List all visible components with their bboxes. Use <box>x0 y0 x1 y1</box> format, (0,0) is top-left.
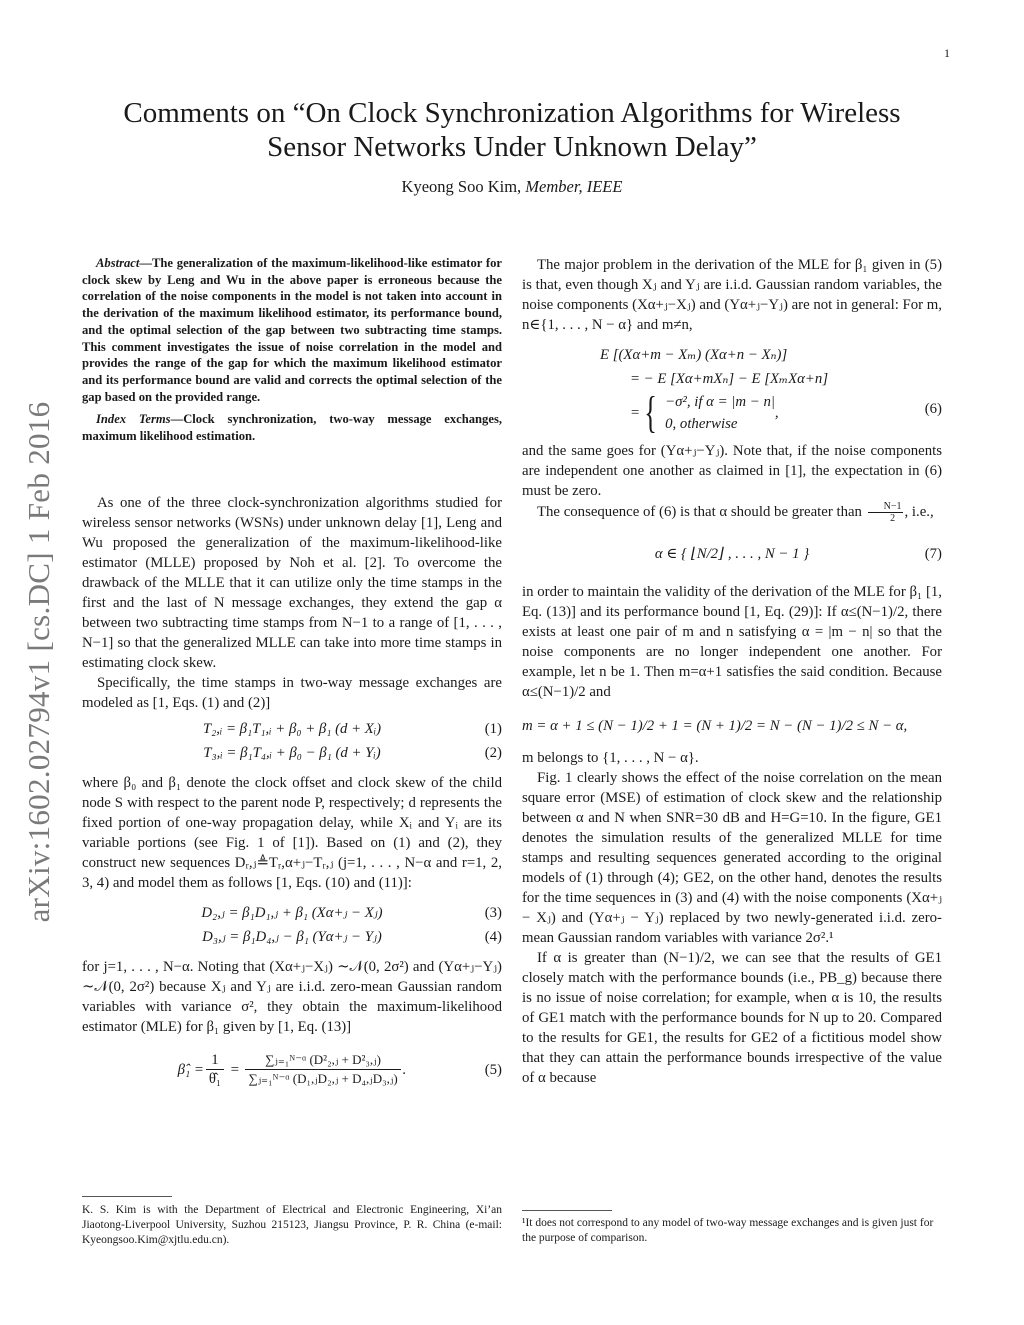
page-number: 1 <box>944 46 950 60</box>
mle-paragraph: for j=1, . . . , N−α. Noting that (Xα+ⱼ−Xⱼ) ∼𝒩(0, 2σ²) and (Yα+ⱼ−Yⱼ) ∼𝒩(0, 2σ²) because Xⱼ and Yⱼ are i.i.d. zero-mean Gaussian random variables with variance σ², they obtain the maximum-likelihood estimator (MLE) for β₁ given by [1, Eq. (13)] <box>82 958 502 1035</box>
paper-title <box>100 96 924 164</box>
equation-5-fraction-1 <box>206 1051 224 1088</box>
consequence-text: The consequence of (6) is that α should be greater than <box>537 503 862 520</box>
validity-paragraph: in order to maintain the validity of the derivation of the MLE for β₁ [1, Eq. (13)] and its performance bound [1, Eq. (29)]: If α≤(N−1)/2, there exists at least one pair of m and n satisfying α = |m − n| so that the noise components are no longer independent one another. For example, let n be 1. Then m=α+1 satisfies the said condition. Because α≤(N−1)/2 and <box>522 584 942 700</box>
equation-3 <box>82 903 502 923</box>
equation-2 <box>82 743 502 763</box>
equation-8 <box>522 710 942 742</box>
definitions-paragraph: where β₀ and β₁ denote the clock offset and clock skew of the child node S with respect to the parent node P, respectively; d represents the fixed portion of one-way propagation delay, while Xᵢ and Yᵢ are its variable portions (see Fig. 1 of [1]). Based on (1) and (2), they construct new sequences Dᵣ,ⱼ≜Tᵣ,α+ⱼ−Tᵣ,ⱼ (j=1, . . . , N−α and r=1, 2, 3, 4) and model them as follows [1, Eqs. (10) and (11)]: <box>82 774 502 891</box>
equation-6-brace: { <box>644 388 657 437</box>
equation-4-body: D₃,ⱼ = β₁D₄,ⱼ − β₁ (Yα+ⱼ − Yⱼ) <box>202 928 382 945</box>
abstract-label: Abstract <box>96 256 140 270</box>
equation-6-number: (6) <box>924 401 942 418</box>
intro-paragraph: As one of the three clock-synchronization algorithms studied for wireless sensor networks (WSNs) under unknown delay [1], Leng and Wu proposed the generalization of the maximum-likelihood-like estimator (MLLE) proposed by Noh et al. [2]. To overcome the drawback of the MLLE that it can utilize only the time stamps in the first and the last of N message exchanges, they extend the gap α between two subtracting time stamps from N−1 to a range of [1, . . . , N−1] so that the generalized MLLE can take into more time stamps in estimating clock skew. <box>82 494 502 671</box>
equation-6-case-2: 0, otherwise <box>665 416 738 432</box>
index-terms <box>82 411 502 444</box>
index-terms-text: —Clock synchronization, two-way message exchanges, maximum likelihood estimation. <box>82 412 502 444</box>
equation-5-f2-numerator: ∑ⱼ₌₁ᴺ⁻ᵅ (D²₂,ⱼ + D²₃,ⱼ) <box>245 1051 400 1070</box>
consequence-fraction-denominator: 2 <box>890 513 896 524</box>
equation-5-lhs: β̂₁ = <box>177 1061 204 1078</box>
equation-7 <box>522 534 942 574</box>
abstract-text: —The generalization of the maximum-likelihood-like estimator for clock skew by Leng and Wu in the above paper is erroneous because the correlation of the noise components in the model is not taken into account in the derivation of the maximum likelihood estimator, its performance bound, and the optimal selection of the gap between two subtracting time stamps. This comment investigates the issue of noise correlation in the model and provides the range of the gap for which the maximum likelihood estimator and its performance bound are valid and corrects the optimal selection of the gap based on the provided range. <box>82 256 502 404</box>
equation-1-body: T₂,ᵢ = β₁T₁,ᵢ + β₀ + β₁ (d + Xᵢ) <box>202 720 382 737</box>
equation-3-body: D₂,ⱼ = β₁D₁,ⱼ + β₁ (Xα+ⱼ − Xⱼ) <box>201 904 383 921</box>
equation-7-lhs: α ∈ { <box>654 546 687 562</box>
equation-5-number: (5) <box>484 1061 502 1078</box>
equation-6-comma: , <box>774 405 779 421</box>
equation-6-case-1: −σ², if α = |m − n| <box>665 394 775 410</box>
equation-6-array <box>600 343 828 435</box>
equation-3-number: (3) <box>484 904 502 921</box>
equation-7-floor: ⌊N/2⌋ <box>690 546 724 562</box>
equation-6-line-1: E [(Xα+m − Xₘ) (Xα+n − Xₙ)] <box>600 347 788 363</box>
left-column <box>82 255 502 1095</box>
equation-4-number: (4) <box>484 928 502 945</box>
equation-5-f1-numerator: 1 <box>206 1051 224 1070</box>
equation-2-number: (2) <box>484 744 502 761</box>
equation-5 <box>82 1045 502 1095</box>
arxiv-identifier-stamp[interactable] <box>4 362 74 962</box>
author-line <box>100 177 924 197</box>
left-footnote-rule <box>82 1196 172 1197</box>
author-role: Member, IEEE <box>525 177 623 196</box>
equation-5-period: . <box>402 1061 407 1078</box>
index-terms-label: Index Terms <box>96 412 171 427</box>
affiliation-footnote: K. S. Kim is with the Department of Electrical and Electronic Engineering, Xi’an Jiaotong-Liverpool University, Suzhou 215123, Jiangsu Province, P. R. China (e-mail: Kyeongsoo.Kim@xjtlu.edu.cn). <box>82 1204 502 1246</box>
arxiv-stamp-text: arXiv:1602.02794v1 [cs.DC] 1 Feb 2016 <box>21 401 56 923</box>
equation-7-number: (7) <box>924 546 942 562</box>
equation-1 <box>82 719 502 739</box>
title-line-1: Comments on “On Clock Synchronization Algorithms for Wireless <box>123 97 901 129</box>
title-line-2: Sensor Networks Under Unknown Delay” <box>267 131 757 163</box>
abstract <box>82 255 502 405</box>
right-footnote-rule <box>522 1210 612 1211</box>
noise-independence-paragraph: and the same goes for (Yα+ⱼ−Yⱼ). Note that, if the noise components are independent one another as claimed in [1], the expectation in (6) must be zero. <box>522 443 942 499</box>
equation-5-fraction-2 <box>245 1051 400 1088</box>
consequence-tail: , i.e., <box>904 503 934 520</box>
figure-discussion-paragraph: Fig. 1 clearly shows the effect of the noise correlation on the mean square error (MSE) of estimation of clock skew and the relationship between α and N when SNR=30 dB and H=G=10. In the figure, GE1 denotes the simulation results of the generalized MLLE for time stamps and resulting sequences generated according to the original models of (1) through (4); GE2, on the other hand, denotes the results for the time sequences in (3) and (4) with the noise components (Xα+ⱼ − Xⱼ) and (Yα+ⱼ − Yⱼ) replaced by two newly-generated i.i.d. zero-mean Gaussian random variables with variance 2σ².¹ <box>522 770 942 946</box>
equation-6-cases <box>630 388 779 437</box>
equation-5-f1-denominator: θ̂₁ <box>208 1071 222 1088</box>
equation-6 <box>522 343 942 435</box>
major-problem-paragraph: The major problem in the derivation of the MLE for β₁ given in (5) is that, even though Xⱼ and Yⱼ are i.i.d. Gaussian random variables, the noise components (Xα+ⱼ−Xⱼ) and (Yα+ⱼ−Yⱼ) are not in general: For m, n∈{1, . . . , N − α} and m≠n, <box>522 257 942 333</box>
equation-6-equals: = <box>630 405 640 421</box>
equation-1-number: (1) <box>484 720 502 737</box>
m-belongs-paragraph: m belongs to {1, . . . , N − α}. <box>522 750 699 766</box>
equation-7-rhs: , . . . , N − 1 } <box>727 546 810 562</box>
right-column <box>522 255 942 1088</box>
consequence-fraction-numerator: N−1 <box>868 501 903 513</box>
comparison-footnote: ¹It does not correspond to any model of two-way message exchanges and is given just for the purpose of comparison. <box>522 1217 934 1244</box>
equation-8-body: m = α + 1 ≤ (N − 1)/2 + 1 = (N + 1)/2 = N − (N − 1)/2 ≤ N − α, <box>522 718 908 734</box>
results-paragraph: If α is greater than (N−1)/2, we can see that the results of GE1 closely match with the performance bounds (i.e., PB_g) because there is no issue of noise correlation; for example, when α is 10, the results of GE1 match with the performance bounds for N up to 20. Compared to the results for GE1, the results for GE2 of a fictitious model show that they can attain the performance bounds irrespective of the value of α because <box>522 950 942 1086</box>
consequence-fraction <box>868 501 903 524</box>
model-paragraph: Specifically, the time stamps in two-way message exchanges are modeled as [1, Eqs. (1) and (2)] <box>82 674 502 711</box>
equation-5-equals: = <box>226 1061 244 1078</box>
equation-2-body: T₃,ᵢ = β₁T₄,ᵢ + β₀ − β₁ (d + Yᵢ) <box>203 744 381 761</box>
equation-4 <box>82 927 502 947</box>
equation-6-line-2: = − E [Xα+mXₙ] − E [XₘXα+n] <box>630 371 829 387</box>
equation-6-case-rows <box>665 391 775 435</box>
author-name: Kyeong Soo Kim, <box>401 177 522 196</box>
consequence-paragraph <box>522 501 942 524</box>
equation-5-f2-denominator: ∑ⱼ₌₁ᴺ⁻ᵅ (D₁,ⱼD₂,ⱼ + D₄,ⱼD₃,ⱼ) <box>248 1071 398 1087</box>
